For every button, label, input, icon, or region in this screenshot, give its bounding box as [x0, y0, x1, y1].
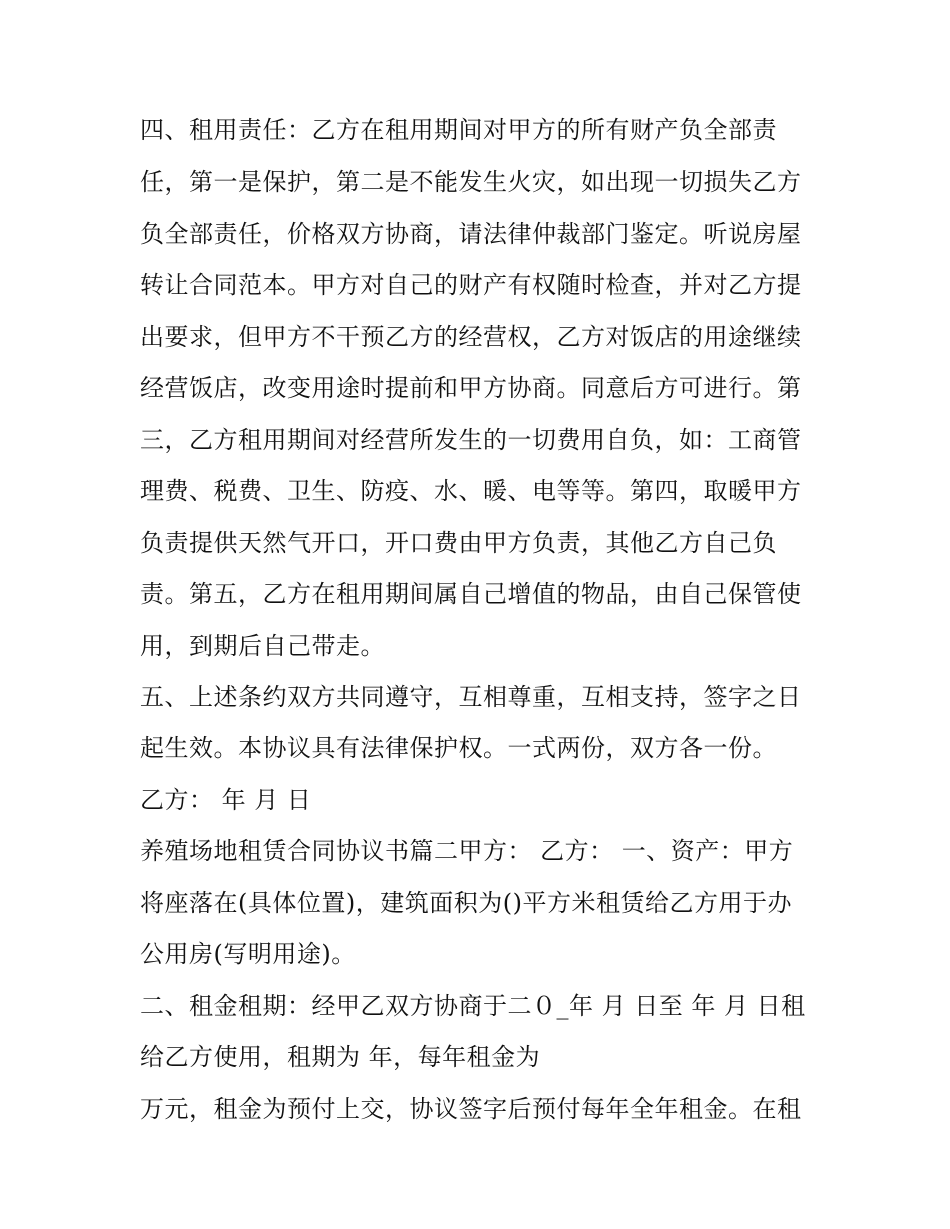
text-line: 负全部责任，价格双方协商，请法律仲裁部门鉴定。听说房屋: [140, 220, 802, 248]
text-line: 负责提供天然气开口，开口费由甲方负责，其他乙方自己负: [140, 529, 777, 557]
text-line: 任，第一是保护，第二是不能发生火灾，如出现一切损失乙方: [140, 168, 802, 196]
text-line: 出要求，但甲方不干预乙方的经营权，乙方对饭店的用途继续: [140, 323, 802, 351]
text-line: 转让合同范本。甲方对自己的财产有权随时检查，并对乙方提: [140, 271, 802, 299]
text-line: 四、租用责任：乙方在租用期间对甲方的所有财产负全部责: [140, 116, 777, 144]
text-line: 将座落在(具体位置)，建筑面积为()平方米租赁给乙方用于办: [140, 889, 792, 917]
text-line: 养殖场地租赁合同协议书篇二甲方： 乙方： 一、资产：甲方: [140, 837, 794, 865]
text-line: 公用房(写明用途)。: [140, 940, 356, 968]
text-line: 乙方： 年 月 日: [140, 786, 312, 814]
text-line: 经营饭店，改变用途时提前和甲方协商。同意后方可进行。第: [140, 374, 802, 402]
text-line: 用，到期后自己带走。: [140, 632, 385, 660]
text-line: 万元，租金为预付上交，协议签字后预付每年全年租金。在租: [140, 1095, 802, 1123]
text-line: 理费、税费、卫生、防疫、水、暖、电等等。第四，取暖甲方: [140, 477, 802, 505]
text-line: 三，乙方租用期间对经营所发生的一切费用自负，如：工商管: [140, 426, 802, 454]
text-line: 责。第五，乙方在租用期间属自己增值的物品，由自己保管使: [140, 580, 802, 608]
text-line: 二、租金租期：经甲乙双方协商于二０_年 月 日至 年 月 日租: [140, 992, 806, 1020]
text-line: 起生效。本协议具有法律保护权。一式两份，双方各一份。: [140, 734, 777, 762]
text-line: 给乙方使用，租期为 年，每年租金为: [140, 1043, 541, 1071]
text-line: 五、上述条约双方共同遵守，互相尊重，互相支持，签字之日: [140, 683, 802, 711]
